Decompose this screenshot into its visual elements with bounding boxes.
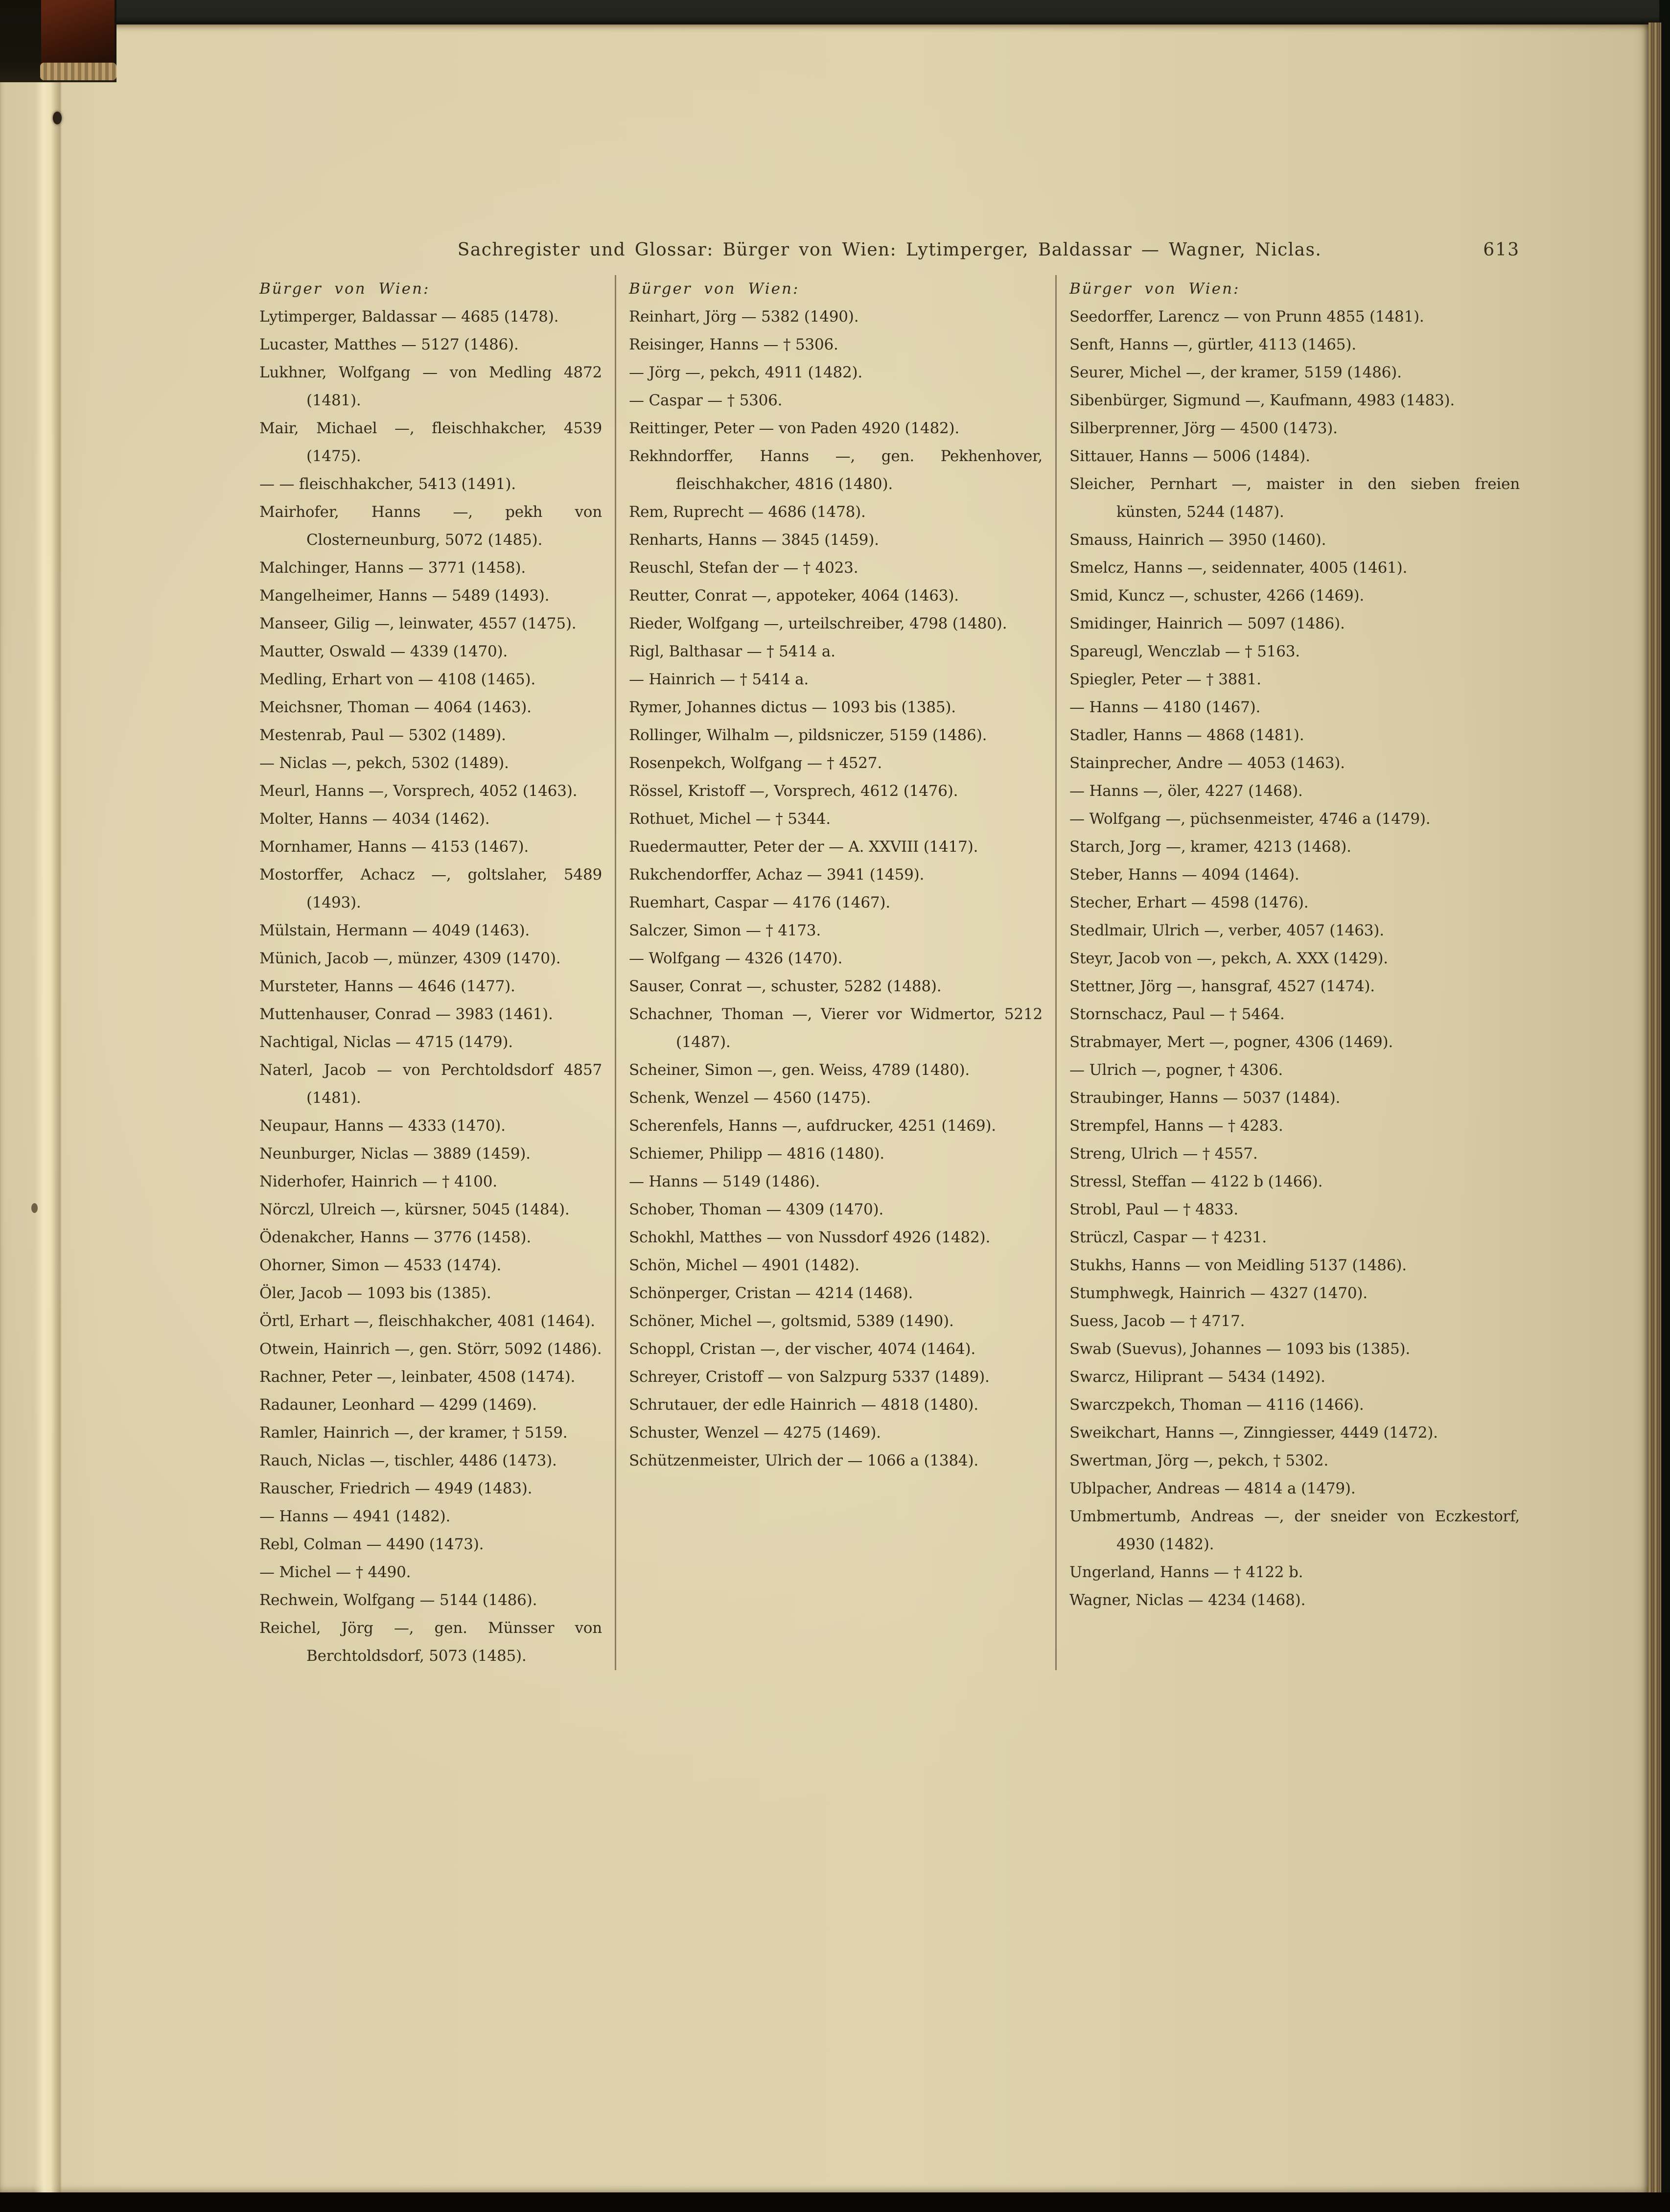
- index-entry: — — fleischhakcher, 5413 (1491).: [259, 475, 516, 493]
- index-entry: Nachtigal, Niclas — 4715 (1479).: [259, 1033, 513, 1051]
- index-entry: Seurer, Michel —, der kramer, 5159 (1486).: [1069, 364, 1402, 381]
- index-entry: Ohorner, Simon — 4533 (1474).: [259, 1257, 502, 1274]
- index-entry: Stornschacz, Paul — † 5464.: [1069, 1005, 1285, 1023]
- index-entry: Rechwein, Wolfgang — 5144 (1486).: [259, 1591, 537, 1609]
- index-entry: — Wolfgang — 4326 (1470).: [629, 950, 843, 967]
- index-entry: — Hanns — 4180 (1467).: [1069, 699, 1261, 716]
- index-entry: Mairhofer, Hanns —, pekh von Closterneunburg, 5072 (1485).: [259, 503, 602, 549]
- index-entry: Starch, Jorg —, kramer, 4213 (1468).: [1069, 838, 1351, 856]
- index-entry: Öler, Jacob — 1093 bis (1385).: [259, 1284, 491, 1302]
- index-entry: Rigl, Balthasar — † 5414 a.: [629, 643, 835, 660]
- index-entry: Umbmertumb, Andreas —, der sneider von Eczkestorf, 4930 (1482).: [1069, 1508, 1520, 1553]
- binding-hole: [53, 112, 62, 124]
- index-entry: Steber, Hanns — 4094 (1464).: [1069, 866, 1299, 884]
- index-entry: Reutter, Conrat —, appoteker, 4064 (1463).: [629, 587, 959, 605]
- index-entry: Lukhner, Wolfgang — von Medling 4872 (1481).: [259, 364, 602, 409]
- index-entry: Swertman, Jörg —, pekch, † 5302.: [1069, 1452, 1328, 1469]
- index-entry: Sibenbürger, Sigmund —, Kaufmann, 4983 (1483).: [1069, 392, 1455, 409]
- index-entry: Schokhl, Matthes — von Nussdorf 4926 (1482).: [629, 1229, 991, 1246]
- index-entry: Stainprecher, Andre — 4053 (1463).: [1069, 754, 1345, 772]
- index-entry: Schützenmeister, Ulrich der — 1066 a (1384).: [629, 1452, 979, 1469]
- index-entry: Ruemhart, Caspar — 4176 (1467).: [629, 894, 890, 911]
- index-column-1: [259, 275, 602, 1670]
- index-entry: Stumphwegk, Hainrich — 4327 (1470).: [1069, 1284, 1368, 1302]
- index-entry: — Caspar — † 5306.: [629, 392, 783, 409]
- index-entry: Mair, Michael —, fleischhakcher, 4539 (1475).: [259, 419, 602, 465]
- index-entry: Swab (Suevus), Johannes — 1093 bis (1385).: [1069, 1340, 1411, 1358]
- column-divider-rule: [615, 275, 616, 1670]
- index-entry: Smid, Kuncz —, schuster, 4266 (1469).: [1069, 587, 1365, 605]
- index-entry: Smauss, Hainrich — 3950 (1460).: [1069, 531, 1326, 549]
- index-entry: Niderhofer, Hainrich — † 4100.: [259, 1173, 497, 1190]
- index-entry: Meichsner, Thoman — 4064 (1463).: [259, 699, 532, 716]
- index-entry: Mülstain, Hermann — 4049 (1463).: [259, 922, 530, 939]
- index-entry: Wagner, Niclas — 4234 (1468).: [1069, 1591, 1306, 1609]
- index-entry: Lucaster, Matthes — 5127 (1486).: [259, 336, 519, 353]
- index-entry: Mangelheimer, Hanns — 5489 (1493).: [259, 587, 550, 605]
- index-entry: Rymer, Johannes dictus — 1093 bis (1385).: [629, 699, 956, 716]
- index-entry: Reichel, Jörg —, gen. Münsser von Berchtoldsdorf, 5073 (1485).: [259, 1619, 602, 1665]
- index-entry: Rauscher, Friedrich — 4949 (1483).: [259, 1480, 533, 1497]
- running-header: [259, 240, 1520, 267]
- index-entry: Schuster, Wenzel — 4275 (1469).: [629, 1424, 881, 1442]
- index-entry: Manseer, Gilig —, leinwater, 4557 (1475).: [259, 615, 577, 632]
- gutter-crease: [34, 24, 62, 2193]
- index-entry: Mautter, Oswald — 4339 (1470).: [259, 643, 508, 660]
- index-entry: Meurl, Hanns —, Vorsprech, 4052 (1463).: [259, 782, 578, 800]
- index-entry: Strüczl, Caspar — † 4231.: [1069, 1229, 1267, 1246]
- index-entry: — Ulrich —, pogner, † 4306.: [1069, 1061, 1283, 1079]
- index-entry: Schachner, Thoman —, Vierer vor Widmertor, 5212 (1487).: [629, 1005, 1043, 1051]
- page-surface: [0, 24, 1648, 2193]
- index-entry: Ublpacher, Andreas — 4814 a (1479).: [1069, 1480, 1356, 1497]
- index-entry: Stedlmair, Ulrich —, verber, 4057 (1463).: [1069, 922, 1384, 939]
- index-entry: Mursteter, Hanns — 4646 (1477).: [259, 978, 515, 995]
- index-entry: Rebl, Colman — 4490 (1473).: [259, 1536, 484, 1553]
- index-entry: Stecher, Erhart — 4598 (1476).: [1069, 894, 1309, 911]
- index-entry: Schrutauer, der edle Hainrich — 4818 (1480).: [629, 1396, 978, 1414]
- index-entry: Radauner, Leonhard — 4299 (1469).: [259, 1396, 537, 1414]
- binding-hole: [31, 1203, 38, 1213]
- index-entry: — Hainrich — † 5414 a.: [629, 671, 809, 688]
- index-entry: Scheiner, Simon —, gen. Weiss, 4789 (1480).: [629, 1061, 970, 1079]
- index-entry: Swarcz, Hiliprant — 5434 (1492).: [1069, 1368, 1325, 1386]
- index-entry: Medling, Erhart von — 4108 (1465).: [259, 671, 536, 688]
- index-entry: Straubinger, Hanns — 5037 (1484).: [1069, 1089, 1341, 1107]
- index-entry: Smidinger, Hainrich — 5097 (1486).: [1069, 615, 1345, 632]
- column-heading: Bürger von Wien:: [259, 280, 430, 298]
- column-divider-rule: [1055, 275, 1057, 1670]
- index-entry: — Michel — † 4490.: [259, 1563, 411, 1581]
- index-entry: Sauser, Conrat —, schuster, 5282 (1488).: [629, 978, 942, 995]
- index-entry: Rosenpekch, Wolfgang — † 4527.: [629, 754, 882, 772]
- scan-bottom-edge: [0, 2192, 1670, 2212]
- index-entry: — Niclas —, pekch, 5302 (1489).: [259, 754, 509, 772]
- index-entry: Schöner, Michel —, goltsmid, 5389 (1490).: [629, 1312, 954, 1330]
- index-entry: Sleicher, Pernhart —, maister in den sieben freien künsten, 5244 (1487).: [1069, 475, 1520, 521]
- index-entry: — Hanns — 4941 (1482).: [259, 1508, 451, 1525]
- index-entry: Renharts, Hanns — 3845 (1459).: [629, 531, 879, 549]
- index-column-3: [1069, 275, 1520, 1670]
- index-entry: Neunburger, Niclas — 3889 (1459).: [259, 1145, 531, 1163]
- index-entry: Molter, Hanns — 4034 (1462).: [259, 810, 490, 828]
- index-entry: — Wolfgang —, püchsenmeister, 4746 a (1479).: [1069, 810, 1431, 828]
- index-entry: Seedorffer, Larencz — von Prunn 4855 (1481).: [1069, 308, 1424, 326]
- index-entry: Strobl, Paul — † 4833.: [1069, 1201, 1238, 1218]
- index-entry: Schenk, Wenzel — 4560 (1475).: [629, 1089, 871, 1107]
- index-entry: Schober, Thoman — 4309 (1470).: [629, 1201, 884, 1218]
- index-entry: Schreyer, Cristoff — von Salzpurg 5337 (1489).: [629, 1368, 990, 1386]
- index-entry: Stettner, Jörg —, hansgraf, 4527 (1474).: [1069, 978, 1375, 995]
- index-entry: Rekhndorffer, Hanns —, gen. Pekhenhover, fleischhakcher, 4816 (1480).: [629, 447, 1043, 493]
- index-entry: Senft, Hanns —, gürtler, 4113 (1465).: [1069, 336, 1356, 353]
- index-entry: Ödenakcher, Hanns — 3776 (1458).: [259, 1229, 531, 1246]
- scan-top-edge: [0, 0, 1670, 24]
- index-entry: Spiegler, Peter — † 3881.: [1069, 671, 1261, 688]
- index-entry: Spareugl, Wenczlab — † 5163.: [1069, 643, 1300, 660]
- index-entry: Mestenrab, Paul — 5302 (1489).: [259, 726, 506, 744]
- index-entry: Smelcz, Hanns —, seidennater, 4005 (1461).: [1069, 559, 1408, 577]
- index-entry: Rukchendorffer, Achaz — 3941 (1459).: [629, 866, 925, 884]
- column-entries: [1069, 303, 1520, 1614]
- column-heading: Bürger von Wien:: [629, 280, 800, 298]
- index-entry: Muttenhauser, Conrad — 3983 (1461).: [259, 1005, 553, 1023]
- index-entry: Strempfel, Hanns — † 4283.: [1069, 1117, 1283, 1135]
- index-entry: Malchinger, Hanns — 3771 (1458).: [259, 559, 526, 577]
- index-entry: Rachner, Peter —, leinbater, 4508 (1474).: [259, 1368, 576, 1386]
- index-entry: Schönperger, Cristan — 4214 (1468).: [629, 1284, 913, 1302]
- index-entry: Ungerland, Hanns — † 4122 b.: [1069, 1563, 1303, 1581]
- page-number: 613: [1483, 240, 1520, 260]
- index-entry: Suess, Jacob — † 4717.: [1069, 1312, 1245, 1330]
- index-entry: Stressl, Steffan — 4122 b (1466).: [1069, 1173, 1323, 1190]
- index-entry: Stukhs, Hanns — von Meidling 5137 (1486).: [1069, 1257, 1407, 1274]
- index-entry: Mornhamer, Hanns — 4153 (1467).: [259, 838, 529, 856]
- column-entries: [259, 303, 602, 1670]
- index-entry: Münich, Jacob —, münzer, 4309 (1470).: [259, 950, 561, 967]
- binding-spine-cloth: [41, 0, 115, 68]
- index-entry: Rothuet, Michel — † 5344.: [629, 810, 831, 828]
- index-entry: Sittauer, Hanns — 5006 (1484).: [1069, 447, 1310, 465]
- index-column-2: [629, 275, 1043, 1670]
- index-entry: Salczer, Simon — † 4173.: [629, 922, 821, 939]
- index-entry: Schön, Michel — 4901 (1482).: [629, 1257, 859, 1274]
- index-entry: Ruedermautter, Peter der — A. XXVIII (1417).: [629, 838, 978, 856]
- index-entry: Reisinger, Hanns — † 5306.: [629, 336, 838, 353]
- index-entry: Mostorffer, Achacz —, goltslaher, 5489 (1493).: [259, 866, 602, 911]
- index-entry: Steyr, Jacob von —, pekch, A. XXX (1429).: [1069, 950, 1388, 967]
- index-entry: Stadler, Hanns — 4868 (1481).: [1069, 726, 1304, 744]
- index-entry: Rieder, Wolfgang —, urteilschreiber, 4798 (1480).: [629, 615, 1007, 632]
- index-entry: Lytimperger, Baldassar — 4685 (1478).: [259, 308, 559, 326]
- index-entry: Strabmayer, Mert —, pogner, 4306 (1469).: [1069, 1033, 1393, 1051]
- index-entry: — Hanns —, öler, 4227 (1468).: [1069, 782, 1303, 800]
- index-entry: Rauch, Niclas —, tischler, 4486 (1473).: [259, 1452, 557, 1469]
- index-entry: Scherenfels, Hanns —, aufdrucker, 4251 (1469).: [629, 1117, 996, 1135]
- index-entry: Rollinger, Wilhalm —, pildsniczer, 5159 (1486).: [629, 726, 987, 744]
- index-entry: — Hanns — 5149 (1486).: [629, 1173, 820, 1190]
- column-heading: Bürger von Wien:: [1069, 280, 1240, 298]
- index-entry: Örtl, Erhart —, fleischhakcher, 4081 (1464).: [259, 1312, 595, 1330]
- index-entry: Reinhart, Jörg — 5382 (1490).: [629, 308, 859, 326]
- index-entry: Schoppl, Cristan —, der vischer, 4074 (1464).: [629, 1340, 976, 1358]
- index-entry: Neupaur, Hanns — 4333 (1470).: [259, 1117, 506, 1135]
- index-entry: Otwein, Hainrich —, gen. Störr, 5092 (1486).: [259, 1340, 602, 1358]
- index-entry: Silberprenner, Jörg — 4500 (1473).: [1069, 419, 1338, 437]
- index-entry: Reittinger, Peter — von Paden 4920 (1482).: [629, 419, 960, 437]
- page-edges-stack: [1648, 23, 1661, 2195]
- index-entry: Nörczl, Ulreich —, kürsner, 5045 (1484).: [259, 1201, 570, 1218]
- index-entry: Rössel, Kristoff —, Vorsprech, 4612 (1476).: [629, 782, 958, 800]
- running-header-text: Sachregister und Glossar: Bürger von Wien: Lytimperger, Baldassar — Wagner, Niclas.: [457, 240, 1322, 260]
- index-entry: Schiemer, Philipp — 4816 (1480).: [629, 1145, 884, 1163]
- index-entry: Rem, Ruprecht — 4686 (1478).: [629, 503, 866, 521]
- column-entries: [629, 303, 1043, 1475]
- index-columns: [259, 275, 1520, 1670]
- index-entry: Ramler, Hainrich —, der kramer, † 5159.: [259, 1424, 568, 1442]
- index-entry: — Jörg —, pekch, 4911 (1482).: [629, 364, 863, 381]
- index-entry: Naterl, Jacob — von Perchtoldsdorf 4857 (1481).: [259, 1061, 602, 1107]
- binding-headband-stitch: [40, 63, 116, 80]
- index-entry: Sweikchart, Hanns —, Zinngiesser, 4449 (1472).: [1069, 1424, 1438, 1442]
- index-entry: Streng, Ulrich — † 4557.: [1069, 1145, 1258, 1163]
- index-entry: Reuschl, Stefan der — † 4023.: [629, 559, 858, 577]
- index-entry: Swarczpekch, Thoman — 4116 (1466).: [1069, 1396, 1364, 1414]
